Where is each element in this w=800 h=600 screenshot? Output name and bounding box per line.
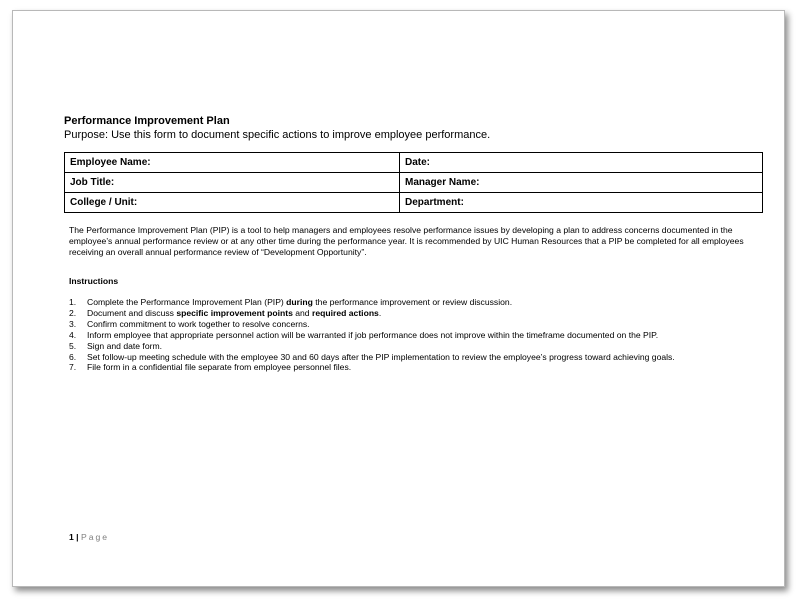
employee-info-table (64, 152, 763, 213)
list-item-number: 6. (69, 351, 77, 362)
document-page (12, 10, 785, 587)
list-item (69, 341, 759, 352)
text-run: Set follow-up meeting schedule with the employee 30 and 60 days after the PIP implementation to review the employee’s progress toward achieving goals. (87, 351, 675, 362)
page-number: 1 (69, 532, 74, 542)
list-item-text (87, 330, 759, 341)
emphasis-text: during (286, 297, 313, 307)
list-item-text (87, 308, 759, 319)
text-run: the performance improvement or review discussion. (312, 297, 513, 307)
list-item-number: 1. (69, 297, 77, 307)
list-item-number: 3. (69, 318, 77, 329)
list-item-text (87, 362, 759, 373)
list-item-text (87, 297, 759, 308)
list-item-number: 2. (69, 307, 77, 318)
table-row (65, 173, 763, 193)
list-item (69, 330, 759, 341)
text-run: Sign and date form. (87, 340, 163, 351)
footer-separator: | (76, 532, 79, 542)
text-run: Confirm commitment to work together to resolve concerns. (87, 318, 310, 329)
table-row (65, 153, 763, 173)
list-item (69, 297, 759, 308)
document-purpose: Purpose: Use this form to document specific actions to improve employee performance. (64, 129, 491, 141)
table-row (65, 193, 763, 213)
date-cell[interactable]: Date: (400, 153, 763, 173)
list-item-number: 4. (69, 329, 77, 340)
list-item-text (87, 341, 759, 352)
job-title-cell[interactable]: Job Title: (65, 173, 400, 193)
list-item-text (87, 319, 759, 330)
text-run: . (378, 307, 382, 318)
list-item (69, 362, 759, 373)
text-run: and (292, 307, 312, 318)
text-run: Inform employee that appropriate personnel action will be warranted if job performance does not improve within the timeframe documented on the PIP. (87, 329, 659, 340)
employee-name-cell[interactable]: Employee Name: (65, 153, 400, 173)
instructions-list (69, 297, 759, 373)
college-unit-cell[interactable]: College / Unit: (65, 193, 400, 213)
page-footer (69, 532, 109, 542)
text-run: Complete the Performance Improvement Plan (PIP) (87, 297, 287, 307)
list-item (69, 308, 759, 319)
list-item-number: 5. (69, 340, 77, 351)
page-label: Page (80, 532, 110, 542)
list-item-number: 7. (69, 362, 77, 373)
text-run: Document and discuss (87, 307, 177, 318)
intro-paragraph: The Performance Improvement Plan (PIP) is a tool to help managers and employees resolve performance issues by developing a plan to address concerns documented in the employee’s annual performance review or at any other time during the performance year. It is recommended by UIC Human Resources that a PIP be completed for all employees receiving an overall annual performance review of “Development Opportunity”. (69, 225, 744, 257)
department-cell[interactable]: Department: (400, 193, 763, 213)
list-item (69, 319, 759, 330)
manager-name-cell[interactable]: Manager Name: (400, 173, 763, 193)
list-item (69, 352, 759, 363)
list-item-text (87, 352, 759, 363)
document-title: Performance Improvement Plan (64, 115, 230, 127)
instructions-heading: Instructions (69, 276, 119, 286)
emphasis-text: required actions (311, 307, 379, 318)
text-run: File form in a confidential file separate from employee personnel files. (87, 362, 352, 373)
emphasis-text: specific improvement points (176, 307, 293, 318)
